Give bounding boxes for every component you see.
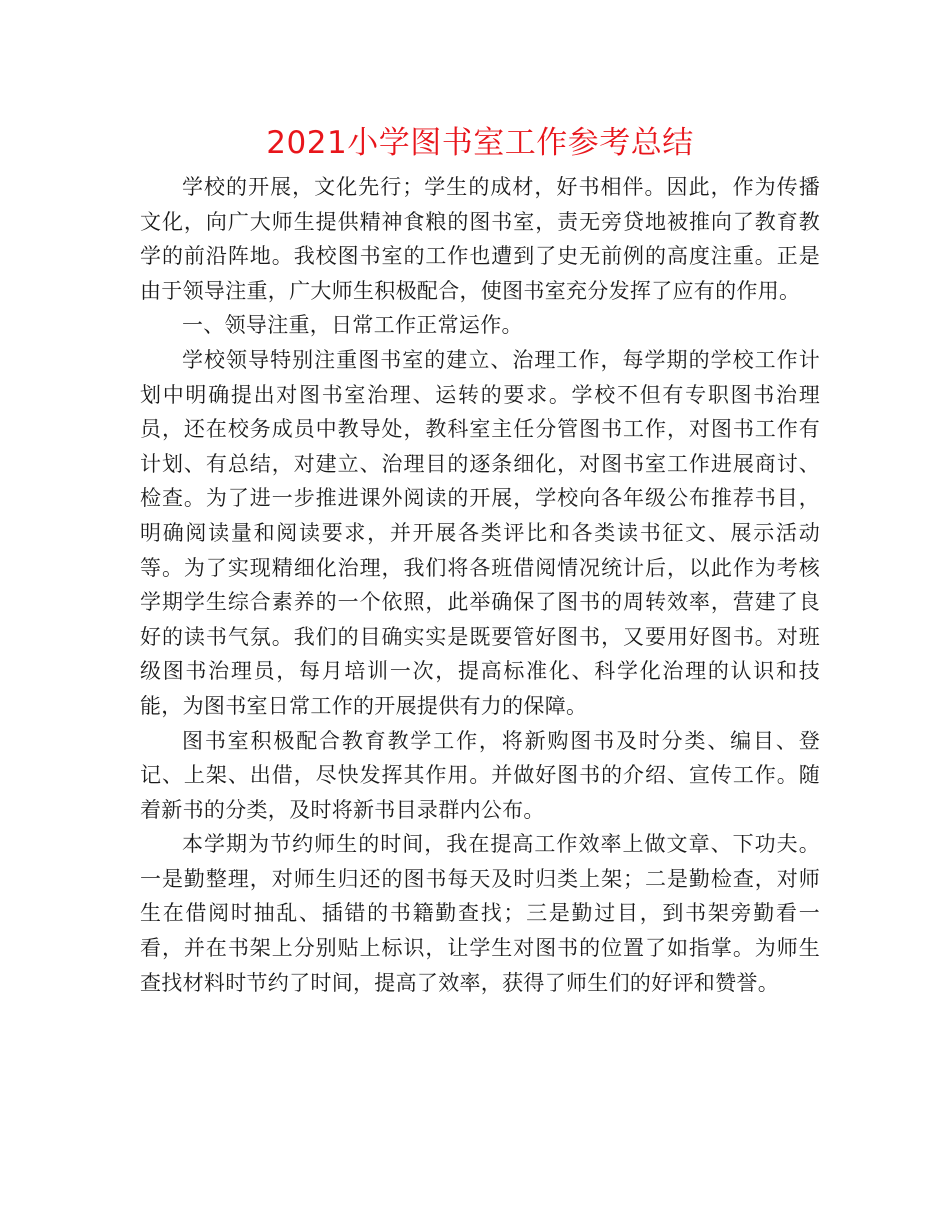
paragraph-leadership: 学校领导特别注重图书室的建立、治理工作，每学期的学校工作计划中明确提出对图书室治理、运转的要求。学校不但有专职图书治理员，还在校务成员中教导处，教科室主任分管图书工作，对图书工作有计划、有总结，对建立、治理目的逐条细化，对图书室工作进展商讨、检查。为了进一步推进课外阅读的开展，学校向各年级公布推荐书目，明确阅读量和阅读要求，并开展各类评比和各类读书征文、展示活动等。为了实现精细化治理，我们将各班借阅情况统计后，以此作为考核学期学生综合素养的一个依照，此举确保了图书的周转效率，营建了良好的读书气氛。我们的目确实实是既要管好图书，又要用好图书。对班级图书治理员，每月培训一次，提高标准化、科学化治理的认识和技能，为图书室日常工作的开展提供有力的保障。 [140,347,820,718]
paragraph-intro: 学校的开展，文化先行；学生的成材，好书相伴。因此，作为传播文化，向广大师生提供精神食粮的图书室，责无旁贷地被推向了教育教学的前沿阵地。我校图书室的工作也遭到了史无前例的高度注重。正是由于领导注重，广大师生积极配合，使图书室充分发挥了应有的作用。 [140,175,820,303]
paragraph-efficiency: 本学期为节约师生的时间，我在提高工作效率上做文章、下功夫。一是勤整理，对师生归还的图书每天及时归类上架；二是勤检查，对师生在借阅时抽乱、插错的书籍勤查找；三是勤过目，到书架旁勤看一看，并在书架上分别贴上标识，让学生对图书的位置了如指掌。为师生查找材料时节约了时间，提高了效率，获得了师生们的好评和赞誉。 [140,832,820,995]
document-title: 2021小学图书室工作参考总结 [266,125,694,161]
document-body [140,170,820,1000]
paragraph-cooperation: 图书室积极配合教育教学工作，将新购图书及时分类、编目、登记、上架、出借，尽快发挥其作用。并做好图书的介绍、宣传工作。随着新书的分类，及时将新书目录群内公布。 [140,728,820,822]
document-page [140,118,820,1000]
section-heading: 一、领导注重，日常工作正常运作。 [182,313,523,338]
